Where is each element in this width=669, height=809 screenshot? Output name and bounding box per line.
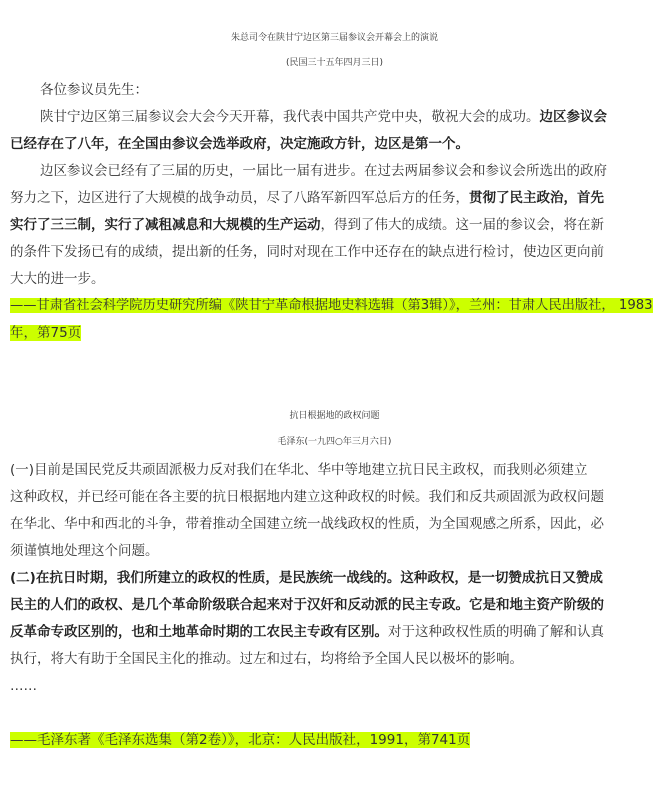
source-citation: ——毛泽东著《毛泽东选集（第2卷）》，北京：人民出版社，1991，第741页 (10, 732, 471, 748)
speech1-p2-line5: 大大的进一步。 (10, 271, 105, 287)
source-citation: ——甘肃省社会科学院历史研究所编《陕甘宁革命根据地史料选辑（第3辑）》，兰州：甘肃人民出版社， 1983 (10, 298, 653, 313)
speech1-p2-line3 (10, 215, 604, 235)
speech2-p2-line3 (10, 622, 604, 642)
speech2-p2-line2 (10, 595, 604, 615)
speech2-p1-line1: (一)目前是国民党反共顽固派极力反对我们在华北、华中等地建立抗日民主政权，而我则必须建立 (10, 462, 588, 478)
speech2-p2-line4: 执行，将大有助于全国民主化的推动。过左和过右，均将给予全国人民以极坏的影响。 (10, 651, 523, 667)
speech2-ellipsis: …… (10, 678, 37, 694)
speech2-p1-line4: 须谨慎地处理这个问题。 (10, 543, 159, 559)
speech2-title: 抗日根据地的政权问题 (289, 411, 380, 421)
speech1-p2-line2 (10, 188, 604, 208)
speech2-source (10, 730, 470, 750)
bold-text-run: 已经存在了八年，在全国由参议会选举政府，决定施政方针，边区是第一个。 (10, 136, 469, 152)
speech1-source-line1 (10, 296, 653, 316)
text-run: 对于这种政权性质的明确了解和认真 (388, 624, 604, 640)
bold-text-run: 反革命专政区别的，也和土地革命时期的工农民主专政有区别。 (10, 624, 388, 640)
speech1-p2-line1: 边区参议会已经有了三届的历史，一届比一届有进步。在过去两届参议会和参议会所选出的政府 (40, 163, 607, 179)
speech1-p1-line1 (40, 107, 607, 127)
bold-text-run: (二)在抗日时期，我们所建立的政权的性质，是民族统一战线的。这种政权，是一切赞成抗日又赞成 (10, 570, 603, 586)
speech1-salutation: 各位参议员先生： (40, 82, 148, 98)
bold-text-run: 贯彻了民主政治，首先 (469, 190, 604, 206)
speech1-p2-line4: 的条件下发扬已有的成绩，提出新的任务，同时对现在工作中还存在的缺点进行检讨，使边区更向前 (10, 244, 604, 260)
speech1-title: 朱总司令在陕甘宁边区第三届参议会开幕会上的演说 (230, 33, 438, 43)
speech2-author-date: 毛泽东(一九四○年三月六日) (277, 437, 392, 447)
bold-text-run: 实行了三三制，实行了减租减息和大规模的生产运动 (10, 217, 321, 233)
speech1-p1-line2 (10, 134, 469, 154)
bold-text-run: 边区参议会 (539, 109, 607, 125)
speech2-p1-line2: 这种政权，并已经可能在各主要的抗日根据地内建立这种政权的时候。我们和反共顽固派为政权问题 (10, 489, 604, 505)
speech1-source-line2 (10, 323, 81, 343)
text-run: ，得到了伟大的成绩。这一届的参议会，将在新 (320, 217, 604, 233)
bold-text-run: 民主的人们的政权、是几个革命阶级联合起来对于汉奸和反动派的民主专政。它是和地主资产阶级的 (10, 597, 604, 613)
text-run: 陕甘宁边区第三届参议会大会今天开幕，我代表中国共产党中央，敬祝大会的成功。 (40, 109, 540, 125)
speech2-p1-line3: 在华北、华中和西北的斗争，带着推动全国建立统一战线政权的性质，为全国观感之所系，因此，必 (10, 516, 604, 532)
speech1-date: (民国三十五年四月三日) (285, 58, 384, 68)
text-run: 努力之下，边区进行了大规模的战争动员，尽了八路军新四军总后方的任务， (10, 190, 469, 206)
source-citation: 年，第75页 (10, 325, 82, 341)
speech2-p2-line1 (10, 568, 603, 588)
